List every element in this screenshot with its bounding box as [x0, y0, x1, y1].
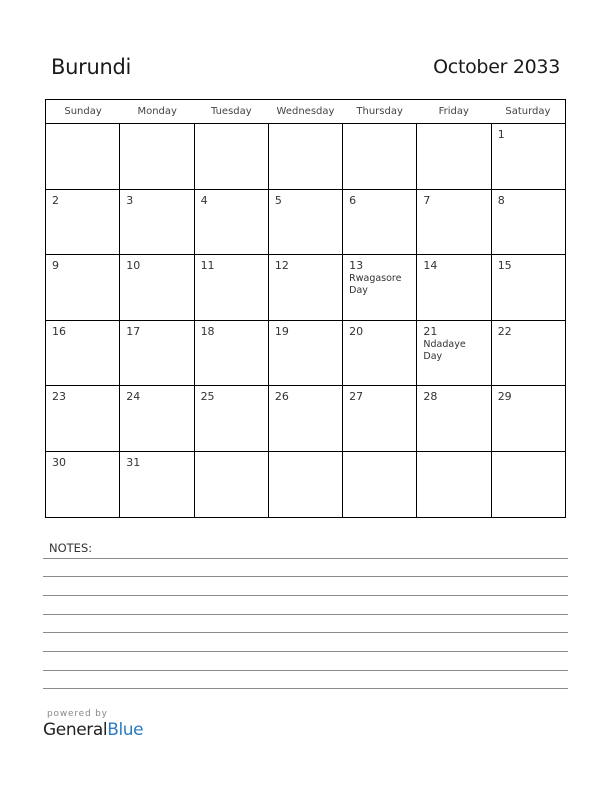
day-number: 25 — [200, 390, 215, 403]
day-cell — [269, 452, 343, 518]
day-cell — [120, 386, 194, 451]
day-cell — [343, 190, 417, 255]
brand-general: General — [43, 720, 108, 740]
notes-line — [43, 614, 568, 615]
day-cell — [343, 386, 417, 451]
day-cell — [46, 124, 120, 189]
day-cell — [417, 190, 491, 255]
day-number: 29 — [497, 390, 512, 403]
week-row — [46, 386, 565, 452]
day-cell — [417, 386, 491, 451]
day-number: 8 — [497, 193, 505, 207]
day-cell — [492, 190, 565, 255]
country-title: Burundi — [51, 55, 132, 79]
day-cell — [492, 124, 565, 189]
day-number: 20 — [349, 324, 364, 338]
day-cell — [492, 452, 565, 518]
weekday-header-row — [46, 100, 565, 124]
day-number: 1 — [497, 128, 505, 141]
brand-blue: Blue — [107, 720, 144, 740]
day-number: 27 — [349, 390, 364, 403]
day-number: 6 — [349, 193, 357, 207]
day-number: 21 — [423, 324, 438, 338]
day-cell — [343, 452, 417, 518]
day-cell — [195, 452, 269, 518]
day-cell — [120, 321, 194, 386]
day-cell — [46, 190, 120, 255]
day-number: 7 — [423, 193, 431, 207]
day-number: 14 — [423, 259, 438, 272]
weekday-saturday: Saturday — [505, 106, 551, 117]
day-number: 19 — [274, 324, 289, 338]
day-number: 28 — [423, 390, 438, 403]
day-number: 5 — [274, 193, 282, 207]
day-number: 9 — [52, 259, 59, 272]
day-number: 16 — [52, 324, 66, 338]
day-cell — [120, 452, 194, 518]
day-cell — [46, 386, 120, 451]
day-cell — [269, 190, 343, 255]
day-cell — [343, 124, 417, 189]
weekday-thursday: Thursday — [356, 106, 403, 117]
day-number: 11 — [200, 259, 215, 272]
day-number: 24 — [126, 390, 141, 403]
week-row — [46, 190, 565, 256]
generalblue-logo — [43, 720, 143, 740]
day-cell — [492, 255, 565, 320]
day-cell — [120, 190, 194, 255]
notes-line — [43, 688, 568, 689]
day-cell — [195, 321, 269, 386]
day-number: 3 — [126, 193, 134, 207]
week-row — [46, 321, 565, 387]
day-cell — [46, 255, 120, 320]
day-number: 15 — [497, 259, 512, 272]
day-number: 26 — [274, 390, 289, 403]
day-number: 17 — [126, 324, 141, 338]
day-number: 2 — [52, 193, 59, 207]
weekday-friday: Friday — [438, 106, 469, 117]
day-cell — [269, 386, 343, 451]
notes-line — [43, 558, 568, 559]
day-cell — [195, 124, 269, 189]
holiday-label: Rwagasore Day — [349, 273, 402, 296]
week-row — [46, 124, 565, 190]
day-number: 31 — [126, 455, 141, 469]
holiday-label: Ndadaye Day — [423, 338, 466, 362]
month-year-title: October 2033 — [433, 56, 560, 78]
day-cell — [417, 321, 491, 386]
weekday-wednesday: Wednesday — [276, 106, 335, 117]
notes-line — [43, 651, 568, 652]
day-number: 4 — [200, 193, 208, 207]
day-number: 18 — [200, 324, 215, 338]
notes-line — [43, 595, 568, 596]
notes-line — [43, 576, 568, 577]
week-row — [46, 255, 565, 321]
notes-line — [43, 632, 568, 633]
day-cell — [343, 255, 417, 320]
day-cell — [417, 452, 491, 518]
calendar-grid — [45, 99, 566, 518]
day-cell — [269, 321, 343, 386]
day-cell — [195, 190, 269, 255]
day-cell — [269, 124, 343, 189]
notes-line — [43, 670, 568, 671]
week-row — [46, 452, 565, 518]
day-cell — [343, 321, 417, 386]
powered-by-text: powered by — [47, 709, 108, 719]
day-cell — [195, 255, 269, 320]
day-cell — [492, 321, 565, 386]
day-number: 10 — [126, 259, 141, 272]
day-cell — [195, 386, 269, 451]
day-cell — [46, 321, 120, 386]
day-cell — [120, 255, 194, 320]
notes-label: NOTES: — [49, 541, 93, 555]
day-number: 23 — [52, 390, 66, 403]
weekday-tuesday: Tuesday — [211, 106, 252, 117]
day-cell — [120, 124, 194, 189]
day-number: 12 — [274, 259, 289, 272]
day-number: 22 — [497, 324, 512, 338]
weekday-monday: Monday — [137, 106, 177, 117]
day-number: 30 — [52, 455, 66, 469]
day-cell — [417, 255, 491, 320]
day-number: 13 — [349, 259, 364, 272]
day-cell — [46, 452, 120, 518]
day-cell — [417, 124, 491, 189]
weekday-sunday: Sunday — [64, 106, 102, 117]
day-cell — [492, 386, 565, 451]
day-cell — [269, 255, 343, 320]
